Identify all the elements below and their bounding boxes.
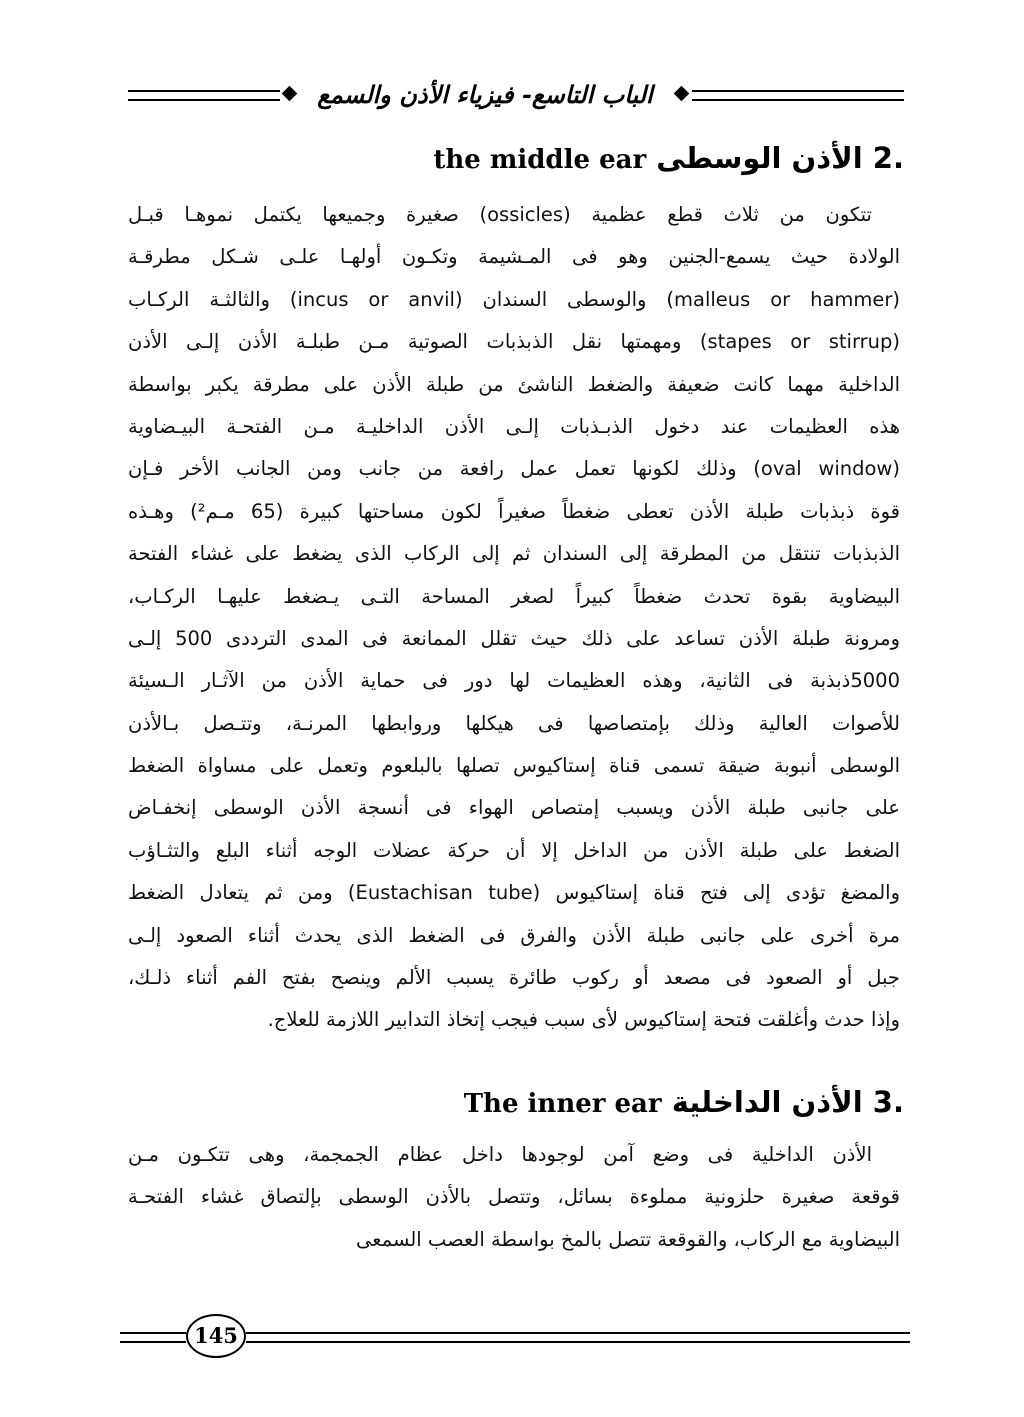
paragraph-line: قوقعة صغيرة حلزونية مملوءة بسائل، وتتصل بالأذن الوسطى بإلتصاق غشاء الفتحـة — [128, 1185, 900, 1209]
page-header — [120, 78, 910, 118]
inner-ear-paragraph — [128, 1134, 900, 1261]
paragraph-line: (stapes or stirrup) ومهمتها نقل الذبذبات الصوتية مـن طبلـة الأذن إلـى الأذن — [128, 330, 900, 354]
header-diamond-right — [674, 86, 690, 102]
paragraph-line: تتكون من ثلاث قطع عظمية (ossicles) صغيرة وجميعها يكتمل نموهـا قبـل — [128, 203, 872, 226]
section-number: .2 — [872, 141, 904, 175]
section-title-arabic: الأذن الداخلية — [671, 1085, 863, 1119]
chapter-title: الباب التاسع- فيزياء الأذن والسمع — [317, 80, 653, 109]
page-footer — [120, 1312, 910, 1362]
section-title-english: The inner ear — [463, 1089, 662, 1119]
paragraph-line: الذبذبات تنتقل من المطرقة إلى السندان ثم إلى الركاب الذى يضغط على غشاء الفتحة — [128, 542, 900, 566]
page-number: 145 — [186, 1314, 246, 1358]
paragraph-line: مرة أخرى على جانبى طبلة الأذن والفرق فى الضغط الذى يحدث أثناء الصعود إلـى — [128, 923, 900, 947]
section-heading-middle-ear — [433, 138, 904, 178]
paragraph-line: (malleus or hammer) والوسطى السندان (incus or anvil) والثالثـة الركـاب — [128, 287, 900, 311]
middle-ear-paragraph — [128, 194, 900, 1042]
paragraph-line: البيضاوية بقوة تحدث ضغطاً كبيراً لصغر المساحة التـى يـضغط عليهـا الركـاب، — [128, 584, 900, 608]
paragraph-line: هذه العظيمات عند دخول الذبـذبات إلـى الأذن الداخليـة مـن الفتحـة البيـضاوية — [128, 414, 900, 438]
footer-rule-right — [246, 1332, 910, 1343]
section-title-arabic: الأذن الوسطى — [656, 141, 863, 175]
section-heading-inner-ear — [464, 1082, 904, 1122]
section-number: .3 — [872, 1085, 904, 1119]
paragraph-line: الضغط على طبلة الأذن من الداخل إلا أن حركة عضلات الوجه أثناء البلع والتثـاؤب — [128, 838, 900, 862]
paragraph-line: جبل أو الصعود فى مصعد أو ركوب طائرة يسبب الألم وينصح بفتح الفم أثناء ذلـك، — [128, 966, 900, 990]
paragraph-line: وإذا حدث وأغلقت فتحة إستاكيوس لأى سبب فيجب إتخاذ التدابير اللازمة للعلاج. — [267, 1008, 900, 1032]
paragraph-line: البيضاوية مع الركاب، والقوقعة تتصل بالمخ بواسطة العصب السمعى — [356, 1227, 900, 1251]
paragraph-line: للأصوات العالية وذلك بإمتصاصها فى هيكلها وروابطها المرنـة، وتتـصل بـالأذن — [128, 711, 900, 735]
paragraph-line: الوسطى أنبوبة ضيقة تسمى قناة إستاكيوس تصلها بالبلعوم وتعمل على مساواة الضغط — [128, 754, 900, 778]
header-diamond-left — [282, 86, 298, 102]
paragraph-line: قوة ذبذبات طبلة الأذن تعطى ضغطاً صغيراً لكون مساحتها كبيرة (65 مـم²) وهـذه — [128, 499, 900, 523]
section-title-english: the middle ear — [433, 145, 647, 175]
header-rule-right — [692, 90, 904, 101]
paragraph-line: الداخلية مهما كانت ضعيفة والضغط الناشئ من طبلة الأذن على مطرقة يكبر بواسطة — [128, 372, 900, 396]
paragraph-line: على جانبى طبلة الأذن ويسبب إمتصاص الهواء فى أنسجة الأذن الوسطى إنخفـاض — [128, 796, 900, 820]
paragraph-line: والمضغ تؤدى إلى فتح قناة إستاكيوس (Eustachisan tube) ومن ثم يتعادل الضغط — [128, 881, 900, 905]
paragraph-line: (oval window) وذلك لكونها تعمل عمل رافعة من جانب ومن الجانب الأخر فـإن — [128, 457, 900, 481]
paragraph-line: ومرونة طبلة الأذن تساعد على ذلك حيث تقلل الممانعة فى المدى الترددى 500 إلـى — [128, 626, 900, 650]
header-rule-left — [128, 90, 280, 101]
paragraph-line: 5000ذبذبة فى الثانية، وهذه العظيمات لها دور فى حماية الأذن من الآثـار الـسيئة — [128, 669, 900, 693]
footer-rule-left — [120, 1332, 186, 1343]
paragraph-line: الأذن الداخلية فى وضع آمن لوجودها داخل عظام الجمجمة، وهى تتكـون مـن — [128, 1143, 872, 1166]
paragraph-line: الولادة حيث يسمع-الجنين وهو فى المـشيمة وتكـون أولهـا علـى شـكل مطرقـة — [128, 245, 900, 269]
